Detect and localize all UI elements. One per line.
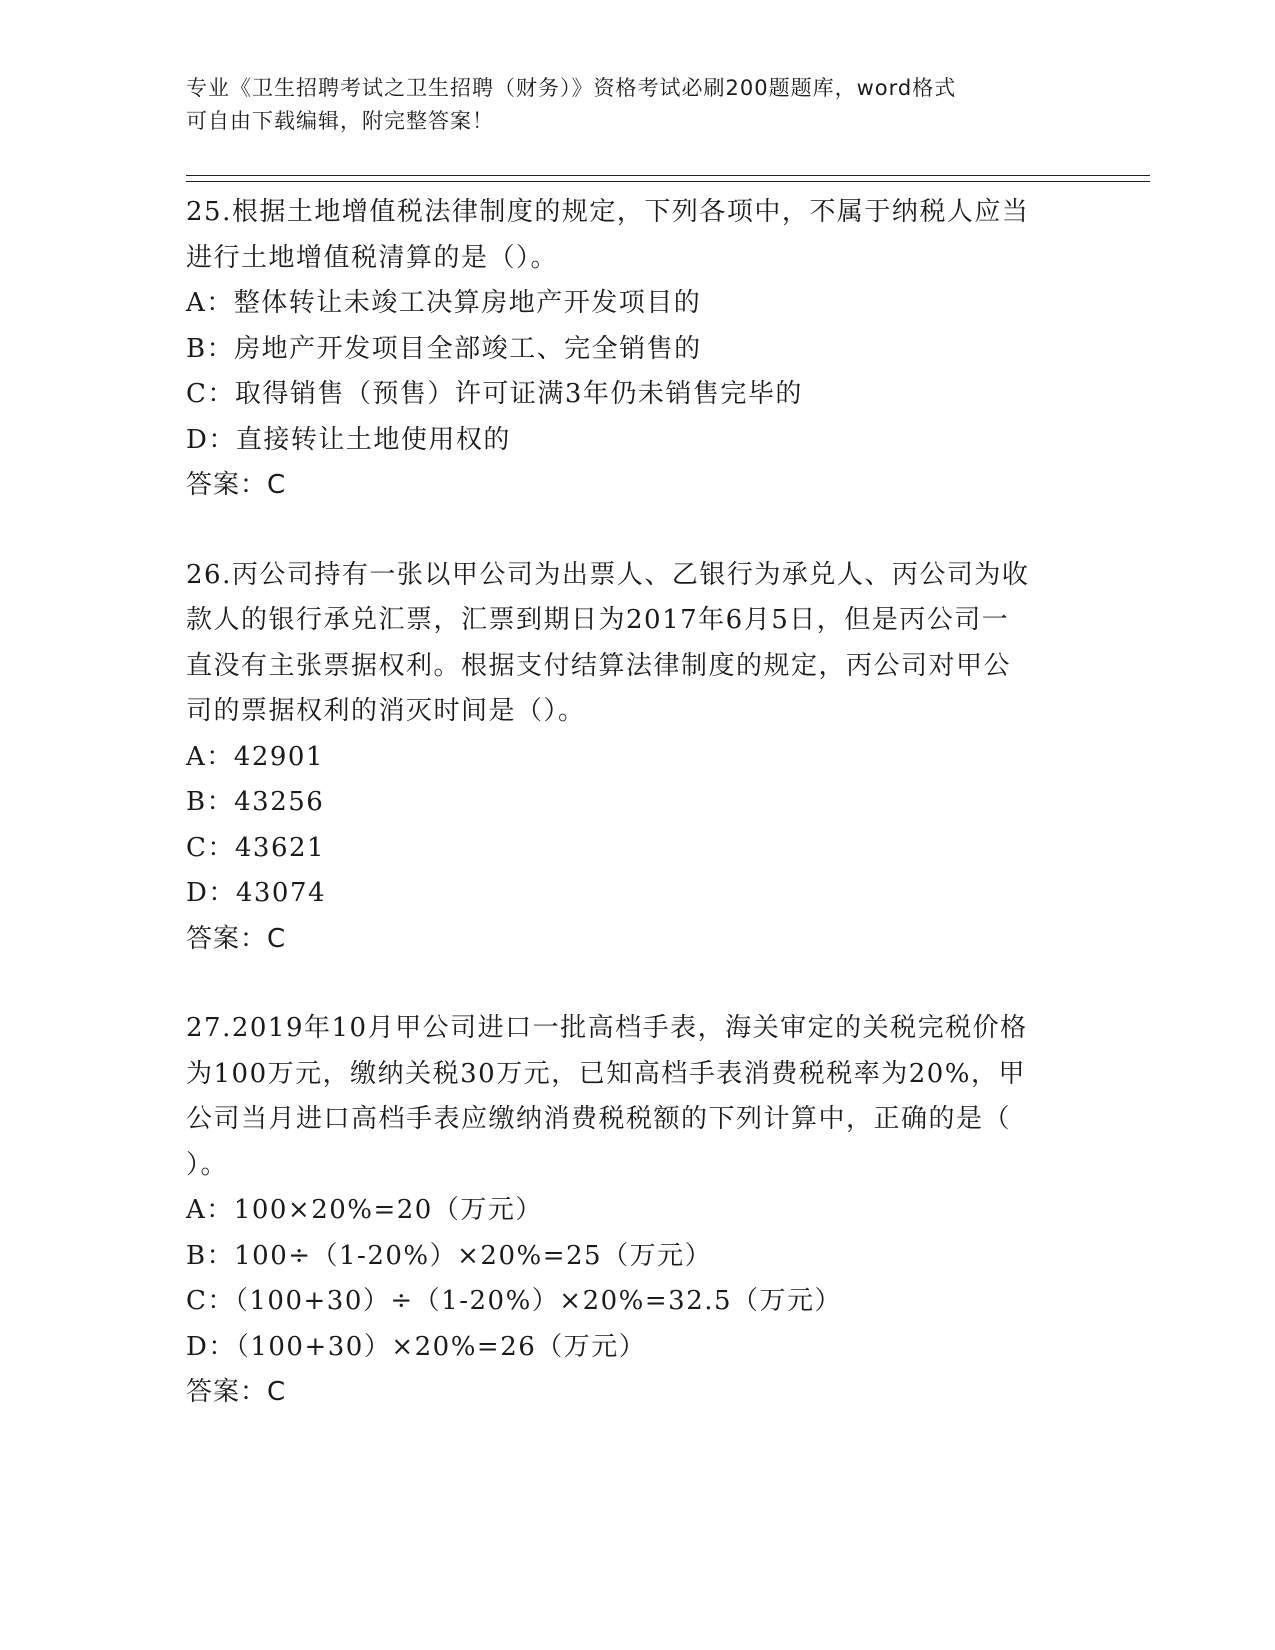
option-d: D：（100+30）×20%=26（万元） <box>186 1331 647 1362</box>
question-stem-line: 为100万元，缴纳关税30万元，已知高档手表消费税税率为20%，甲 <box>186 1058 1026 1089</box>
answer-label: 答案：C <box>186 1377 287 1407</box>
question-27 <box>186 1006 1086 1416</box>
option-c: C：取得销售（预售）许可证满3年仍未销售完毕的 <box>186 379 803 409</box>
question-25 <box>186 190 1086 509</box>
question-stem-line: 26.丙公司持有一张以甲公司为出票人、乙银行为承兑人、丙公司为收 <box>186 559 1030 590</box>
question-stem-line: 款人的银行承兑汇票，汇票到期日为2017年6月5日，但是丙公司一 <box>186 605 1010 635</box>
question-stem-line: 进行土地增值税清算的是（）。 <box>186 242 559 273</box>
option-c: C：（100+30）÷（1-20%）×20%=32.5（万元） <box>186 1286 843 1316</box>
option-d: D：43074 <box>186 878 327 908</box>
question-stem-line: 25.根据土地增值税法律制度的规定，下列各项中，不属于纳税人应当 <box>186 197 1030 227</box>
option-c: C：43621 <box>186 832 326 863</box>
question-stem-line: 直没有主张票据权利。根据支付结算法律制度的规定，丙公司对甲公 <box>186 650 1012 681</box>
option-a: A：整体转让未竣工决算房地产开发项目的 <box>186 288 702 318</box>
option-b: B：房地产开发项目全部竣工、完全销售的 <box>186 333 702 364</box>
question-stem-line: ）。 <box>186 1149 229 1180</box>
question-list <box>186 190 1086 1416</box>
option-d: D：直接转让土地使用权的 <box>186 424 511 455</box>
question-stem-line: 公司当月进口高档手表应缴纳消费税税额的下列计算中，正确的是（ <box>186 1104 1012 1134</box>
answer-label: 答案：C <box>186 923 287 954</box>
option-b: B：100÷（1-20%）×20%=25（万元） <box>186 1240 713 1271</box>
header-divider-top <box>186 175 1150 176</box>
question-stem-line: 27.2019年10月甲公司进口一批高档手表，海关审定的关税完税价格 <box>186 1013 1028 1043</box>
option-a: A：42901 <box>186 741 324 772</box>
option-a: A：100×20%=20（万元） <box>186 1195 543 1225</box>
header-line-1: 专业《卫生招聘考试之卫生招聘（财务）》资格考试必刷200题题库，word格式 <box>186 76 957 100</box>
option-b: B：43256 <box>186 787 325 817</box>
answer-label: 答案：C <box>186 470 287 500</box>
header-line-2: 可自由下载编辑，附完整答案！ <box>186 109 494 133</box>
header-divider-bottom <box>186 181 1150 182</box>
question-stem-line: 司的票据权利的消灭时间是（）。 <box>186 696 586 726</box>
document-header <box>186 72 1066 138</box>
question-26 <box>186 553 1086 963</box>
